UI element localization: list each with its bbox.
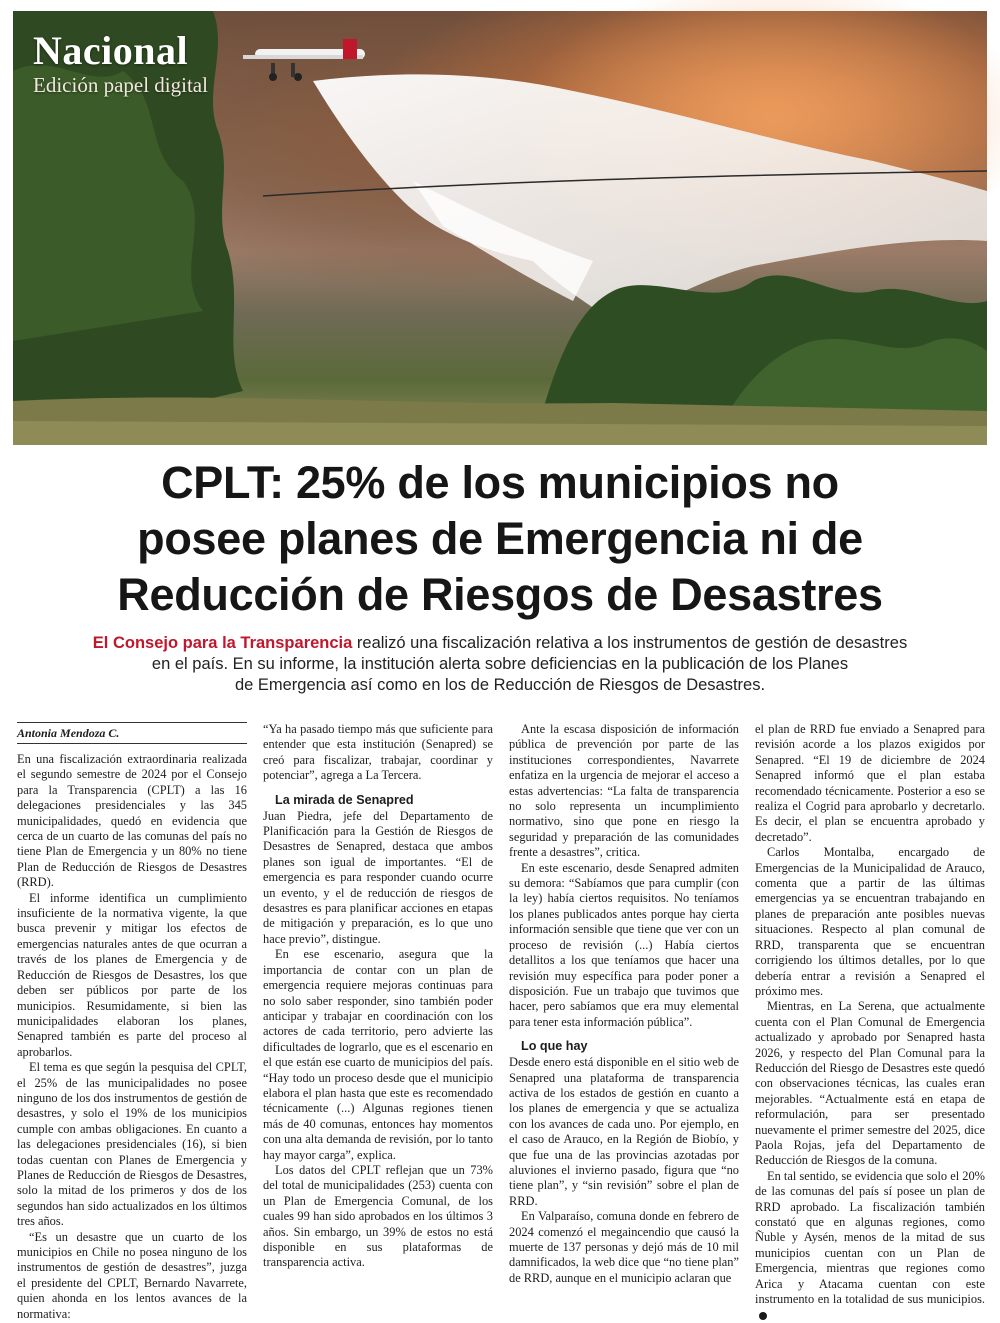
headline-line: Reducción de Riesgos de Desastres xyxy=(117,569,883,620)
subheading: Lo que hay xyxy=(521,1039,588,1054)
lead-highlight: El Consejo para la Transparencia xyxy=(92,634,353,652)
byline: Antonia Mendoza C. xyxy=(17,722,247,744)
section-subtitle: Edición papel digital xyxy=(33,73,208,97)
article-headline xyxy=(30,455,970,623)
paragraph: El informe identifica un cumplimiento insuficiente de la normativa vigente, la que busca prevenir y mitigar los efectos de emergencias naturales antes de que ocurran a través de los planes de Emergencia y de Reducción de Riesgos de Desastres, los que deben ser públicos por parte de los municipios. Resumidamente, si bien las municipalidades elaboran los planes, Senapred también es parte del proceso al aprobarlos. xyxy=(17,890,247,1059)
section-title: Nacional xyxy=(33,28,189,73)
paragraph: Ante la escasa disposición de información pública de prevención por parte de las instituciones correspondientes, Navarrete enfatiza en la urgencia de mejorar el acceso a estas advertencias: “La falta de transparencia no solo representa un incumplimiento normativo, sino que pone en riesgo la seguridad y preparación de las comunidades frente a desastres”, critica. xyxy=(509,722,739,860)
column-1 xyxy=(17,722,247,1321)
article-lead xyxy=(60,633,940,696)
paragraph: Los datos del CPLT reflejan que un 73% del total de municipalidades (253) cuenta con un Plan de Emergencia Comunal, de los cuales 99 han sido aprobados en los últimos 3 años. Sin embargo, un 39% de estos no está disponible en sus plataformas de transparencia activa. xyxy=(263,1162,493,1270)
lead-line-rest: realizó una fiscalización relativa a los instrumentos de gestión de desastres xyxy=(352,634,908,652)
paragraph: Mientras, en La Serena, que actualmente cuenta con el Plan Comunal de Emergencia actualizado y aprobado por Senapred hasta 2026, y respecto del Plan Comunal para la Reducción del Riesgo de Desastres este quedó con observaciones técnicas, las cuales eran mejorables. “Actualmente está en etapa de reformulación, para ser presentado nuevamente el primer semestre del 2025, dice Paola Rojas, jefa del Departamento de Reducción de Riesgos de la comuna. xyxy=(755,999,985,1168)
section-masthead xyxy=(33,29,208,97)
lead-line xyxy=(60,633,940,654)
paragraph: el plan de RRD fue enviado a Senapred para revisión acorde a los plazos exigidos por Senapred. “El 19 de diciembre de 2024 Senapred informó que el plan estaba recomendado técnicamente. Posterior a eso se realiza el Cogrid para aprobarlo y decretarlo. Es decir, el plan se encuentra aprobado y decretado”. xyxy=(755,722,985,844)
paragraph: Juan Piedra, jefe del Departamento de Planificación para la Gestión de Riesgos de Desastres de Senapred, destaca que ambos planes son igual de importantes. “El de emergencia es para responder cuando ocurre un evento, y el de reducción de riesgos de desastres es para planificar acciones en etapas de mitigación y preparación, es lo que uno hace previo”, distingue. xyxy=(263,808,493,946)
column-4 xyxy=(755,722,985,1307)
article-body xyxy=(17,722,985,1321)
subheading: La mirada de Senapred xyxy=(275,792,414,807)
paragraph: “Ya ha pasado tiempo más que suficiente para entender que esta institución (Senapred) se creó para fiscalizar, trabajar, coordinar y potenciar”, agrega a La Tercera. xyxy=(263,722,493,783)
lead-line: de Emergencia así como en los de Reducción de Riesgos de Desastres. xyxy=(234,676,766,694)
lead-line: en el país. En su informe, la institución alerta sobre deficiencias en la publicación de los Planes xyxy=(151,655,849,673)
paragraph: Carlos Montalba, encargado de Emergencias de la Municipalidad de Arauco, comenta que a partir de las últimas emergencias ya se encuentran trabajando en planes de preparación ante posibles nuevas situaciones. Respecto al plan comunal de RRD, transparenta que se encuentran corrigiendo los últimos detalles, por lo que debería entrar a revisión a Senapred el próximo mes. xyxy=(755,845,985,998)
end-mark-icon xyxy=(759,1312,767,1320)
airplane-icon xyxy=(243,39,365,81)
paragraph: En Valparaíso, comuna donde en febrero de 2024 comenzó el megaincendio que causó la muerte de 137 personas y dejó más de 10 mil damnificados, la web dice que “no tiene plan” de RRD, aunque en el municipio aclaran que xyxy=(509,1209,739,1285)
paragraph: En ese escenario, asegura que la importancia de contar con un plan de emergencia requiere mejoras continuas para no solo saber responder, sino también poder anticipar y trabajar en coordinación con los actores de cada territorio, pero advierte las dificultades de lograrlo, que es el escenario en el que están ese cuarto de municipios del país. “Hay todo un proceso desde que el municipio elabora el plan hasta que este es recomendado técnicamente (...) Algunas regiones tienen más de 40 comunas, entonces hay momentos con una alta demanda de revisión, por lo tanto hay mayor carga”, explica. xyxy=(263,947,493,1162)
paragraph-last xyxy=(755,1169,985,1323)
headline-line: CPLT: 25% de los municipios no xyxy=(161,457,839,508)
paragraph: El tema es que según la pesquisa del CPLT, el 25% de las municipalidades no posee ninguno de los dos instrumentos de gestión de desastres, y solo el 19% de los municipios cumple con ambas obligaciones. En cuanto a las delegaciones presidenciales (16), si bien todas cuentan con Planes de Emergencia y Planes de Reducción de Riesgos de Desastres, solo la mitad de los primeros y dos de los segundos han sido actualizados en los últimos tres años. xyxy=(17,1060,247,1229)
paragraph: “Es un desastre que un cuarto de los municipios en Chile no posea ninguno de los instrumentos de gestión de desastres”, juzga el presidente del CPLT, Bernardo Navarrete, quien ahonda en los lentos avances de la normativa: xyxy=(17,1229,247,1321)
paragraph-text: En tal sentido, se evidencia que solo el 20% de las comunas del país sí posee un plan de RRD aprobado. La fiscalización también constató que en algunas regiones, como Ñuble y Aysén, menos de la mitad de sus municipios cuentan con un Plan de Emergencia, mientras que regiones como Arica y Atacama cuentan con este instrumento en la totalidad de sus municipios. xyxy=(755,1168,985,1307)
column-3 xyxy=(509,722,739,1297)
paragraph: En este escenario, desde Senapred admiten su demora: “Sabíamos que para cumplir (con la ley) había ciertos requisitos. No teníamos los planes publicados antes porque hay cierta información sensible que tiene que ver con un proceso de revisión (...) Había ciertos detallitos a los que teníamos que hacer una revisión muy específica para poder poner a disposición. Fue un trabajo que tuvimos que hacer, pero sabíamos que era muy elemental para tener esta información pública”. xyxy=(509,860,739,1029)
column-2 xyxy=(263,722,493,1297)
paragraph: Desde enero está disponible en el sitio web de Senapred una plataforma de transparencia activa de los estados de gestión en cuanto a los planes de emergencia y que se actualiza con los avances de cada uno. Por ejemplo, en el caso de Arauco, en la Región de Biobío, y que fue una de las provincias azotadas por aluviones el invierno pasado, figura que “no tiene plan”, y “sin revisión” sobre el plan de RRD. xyxy=(509,1055,739,1208)
paragraph: En una fiscalización extraordinaria realizada el segundo semestre de 2024 por el Consejo para la Transparencia (CPLT) a las 16 delegaciones presidenciales y las 345 municipalidades, quedó en evidencia que cerca de un cuarto de las comunas del país no tiene Plan de Emergencia y un 80% no tiene Plan de Reducción de Riesgos de Desastres (RRD). xyxy=(17,752,247,890)
hero-photo xyxy=(13,11,987,445)
headline-line: posee planes de Emergencia ni de xyxy=(137,513,863,564)
